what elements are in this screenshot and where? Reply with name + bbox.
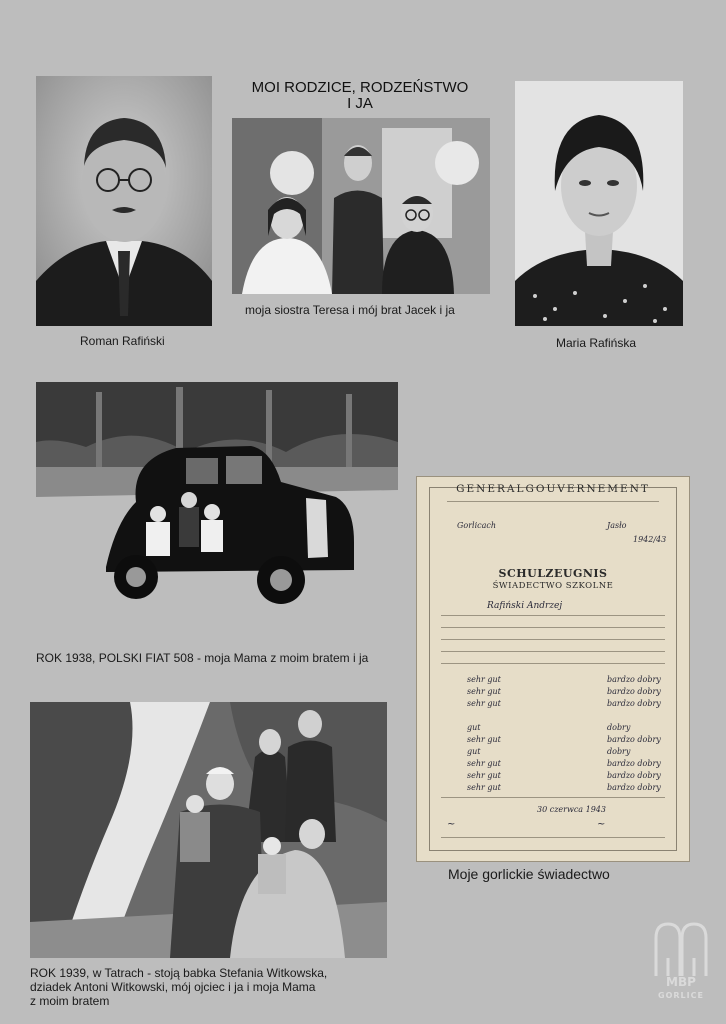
grade-pl-1: bardzo dobry — [607, 675, 661, 684]
grade-8: sehr gut — [467, 771, 501, 780]
tatra-caption-line2: dziadek Antoni Witkowski, mój ojciec i ja i moja Mama — [30, 980, 316, 994]
grade-pl-7: bardzo dobry — [607, 759, 661, 768]
certificate-date: 30 czerwca 1943 — [537, 805, 606, 814]
tatra-caption-line3: z moim bratem — [30, 994, 110, 1008]
tatra-family-photo — [30, 702, 387, 958]
school-certificate-document — [416, 476, 690, 862]
grade-9: sehr gut — [467, 783, 501, 792]
father-caption: Roman Rafiński — [80, 334, 165, 348]
grade-pl-9: bardzo dobry — [607, 783, 661, 792]
mother-portrait-photo — [515, 81, 683, 326]
fiat-508-car-photo — [36, 382, 398, 640]
car-caption: ROK 1938, POLSKI FIAT 508 - moja Mama z moim bratem i ja — [36, 651, 369, 665]
certificate-district: Jasło — [607, 521, 627, 530]
grade-1: sehr gut — [467, 675, 501, 684]
tatra-caption — [30, 966, 327, 1008]
page-title — [232, 80, 488, 112]
certificate-subtitle: ŚWIADECTWO SZKOLNE — [492, 581, 614, 591]
certificate-header: GENERALGOUVERNEMENT — [456, 483, 650, 495]
grade-pl-3: bardzo dobry — [607, 699, 661, 708]
grade-3: sehr gut — [467, 699, 501, 708]
certificate-caption: Moje gorlickie świadectwo — [448, 866, 610, 882]
certificate-school-year: 1942/43 — [633, 535, 667, 544]
grade-6: gut — [467, 747, 481, 756]
certificate-title: SCHULZEUGNIS — [498, 567, 608, 580]
siblings-photo — [232, 118, 490, 294]
tatra-caption-line1: ROK 1939, w Tatrach - stoją babka Stefania Witkowska, — [30, 966, 328, 980]
certificate-student-name: Rafiński Andrzej — [487, 601, 563, 611]
grade-pl-6: dobry — [607, 747, 631, 756]
siblings-caption: moja siostra Teresa i mój brat Jacek i ja — [245, 303, 455, 317]
grade-7: sehr gut — [467, 759, 501, 768]
certificate-place: Gorlicach — [457, 521, 497, 530]
page-title-line2: I JA — [347, 95, 373, 112]
grade-5: sehr gut — [467, 735, 501, 744]
grade-pl-5: bardzo dobry — [607, 735, 661, 744]
grade-pl-4: dobry — [607, 723, 631, 732]
mbp-gorlice-logo — [650, 918, 712, 1008]
page-title-line1: MOI RODZICE, RODZEŃSTWO — [251, 79, 469, 96]
signature-left: ~ — [447, 819, 456, 830]
grade-pl-2: bardzo dobry — [607, 687, 661, 696]
grade-pl-8: bardzo dobry — [607, 771, 661, 780]
mother-caption: Maria Rafińska — [556, 336, 637, 350]
father-portrait-photo — [36, 76, 212, 326]
grade-2: sehr gut — [467, 687, 501, 696]
logo-main-text: MBP — [666, 975, 696, 989]
grade-4: gut — [467, 723, 481, 732]
logo-sub-text: GORLICE — [658, 991, 704, 1000]
signature-right: ~ — [597, 819, 606, 830]
